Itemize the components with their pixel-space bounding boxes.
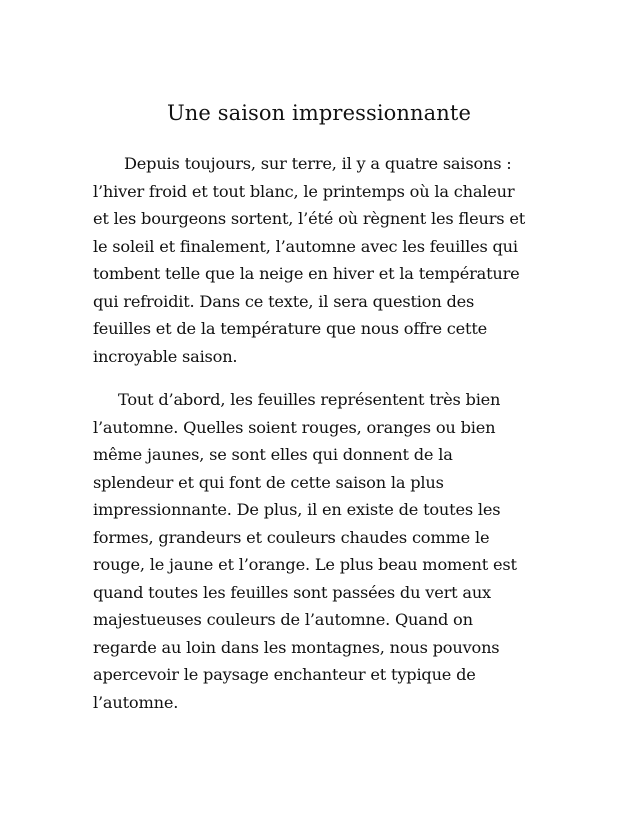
text-line: majestueuses couleurs de l’automne. Quand on xyxy=(93,610,473,629)
text-line: formes, grandeurs et couleurs chaudes comme le xyxy=(93,527,490,547)
text-line: quand toutes les feuilles sont passées du vert aux xyxy=(93,582,491,602)
text-line: qui refroidit. Dans ce texte, il sera question des xyxy=(93,291,475,311)
paragraph-2 xyxy=(93,386,553,716)
text-line: même jaunes, se sont elles qui donnent de la xyxy=(93,445,453,464)
text-line: regarde au loin dans les montagnes, nous pouvons xyxy=(93,637,500,657)
text-line: Tout d’abord, les feuilles représentent très bien xyxy=(118,390,501,409)
text-line: feuilles et de la température que nous offre cette xyxy=(93,319,487,338)
text-line: l’hiver froid et tout blanc, le printemps où la chaleur xyxy=(93,181,515,201)
document-title: Une saison impressionnante xyxy=(167,101,471,125)
text-line: rouge, le jaune et l’orange. Le plus beau moment est xyxy=(93,555,517,574)
text-line: le soleil et finalement, l’automne avec les feuilles qui xyxy=(93,236,518,256)
text-line: tombent telle que la neige en hiver et la température xyxy=(93,264,520,283)
text-line: impressionnante. De plus, il en existe de toutes les xyxy=(93,500,501,519)
text-line: l’automne. Quelles soient rouges, oranges ou bien xyxy=(93,417,496,437)
text-line: apercevoir le paysage enchanteur et typique de xyxy=(93,665,476,684)
text-line: Depuis toujours, sur terre, il y a quatre saisons : xyxy=(124,154,512,173)
text-line: et les bourgeons sortent, l’été où règnent les fleurs et xyxy=(93,209,526,228)
text-line: incroyable saison. xyxy=(93,346,238,366)
text-line: splendeur et qui font de cette saison la plus xyxy=(93,472,444,492)
paragraph-1 xyxy=(93,150,553,370)
text-line: l’automne. xyxy=(93,692,179,712)
